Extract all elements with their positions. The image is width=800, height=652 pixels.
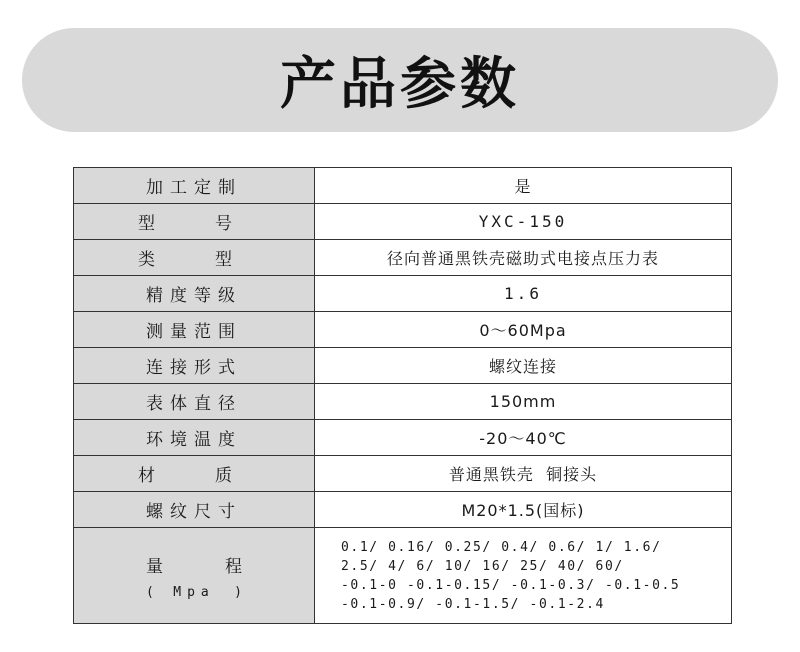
table-row	[74, 275, 731, 311]
range-unit-text: Mpa	[173, 584, 215, 600]
table-row	[74, 455, 731, 491]
row-label-part: 材	[138, 466, 155, 486]
range-label	[146, 552, 242, 577]
table-row	[74, 347, 731, 383]
table-row	[74, 419, 731, 455]
row-label: 连接形式	[74, 348, 315, 383]
row-label: 表体直径	[74, 384, 315, 419]
table-row-range	[74, 527, 731, 623]
row-value: 是	[514, 177, 532, 196]
range-line: 2.5/ 4/ 6/ 10/ 16/ 25/ 40/ 60/	[341, 558, 624, 574]
row-value: 螺纹连接	[488, 357, 557, 376]
range-unit-close: )	[234, 584, 242, 600]
table-row	[74, 491, 731, 527]
table-row	[74, 203, 731, 239]
range-label-part: 量	[146, 556, 163, 577]
range-values	[315, 528, 731, 623]
row-value: 普通黑铁壳 铜接头	[448, 465, 598, 484]
row-value: 1.6	[504, 284, 542, 303]
row-label	[74, 456, 315, 491]
title-banner	[22, 28, 778, 132]
row-label: 环境温度	[74, 420, 315, 455]
row-label: 精度等级	[74, 276, 315, 311]
row-value: YXC-150	[478, 212, 568, 231]
row-label-part: 号	[215, 214, 232, 234]
row-label-part: 类	[138, 250, 155, 270]
range-label-part: 程	[225, 556, 242, 577]
row-value: 0～60Mpa	[479, 321, 567, 340]
row-label: 加工定制	[74, 168, 315, 203]
row-label: 测量范围	[74, 312, 315, 347]
range-unit	[146, 585, 242, 600]
row-value: 径向普通黑铁壳磁助式电接点压力表	[386, 249, 659, 268]
row-label: 螺纹尺寸	[74, 492, 315, 527]
row-label	[74, 204, 315, 239]
row-label-part: 质	[215, 466, 232, 486]
range-line: -0.1-0.9/ -0.1-1.5/ -0.1-2.4	[341, 596, 605, 612]
page-title: 产品参数	[280, 52, 520, 117]
table-row	[74, 239, 731, 275]
range-line: 0.1/ 0.16/ 0.25/ 0.4/ 0.6/ 1/ 1.6/	[341, 539, 662, 555]
table-row	[74, 383, 731, 419]
row-label	[74, 528, 315, 623]
table-row	[74, 168, 731, 203]
row-label-part: 型	[138, 214, 155, 234]
row-value: M20*1.5(国标)	[461, 501, 585, 520]
row-label-part: 型	[215, 250, 232, 270]
row-value: -20～40℃	[479, 429, 567, 448]
row-label	[74, 240, 315, 275]
range-line: -0.1-0 -0.1-0.15/ -0.1-0.3/ -0.1-0.5	[341, 577, 681, 593]
parameter-table	[73, 167, 732, 624]
row-value: 150mm	[489, 392, 557, 411]
table-row	[74, 311, 731, 347]
range-unit-open: (	[146, 584, 154, 600]
